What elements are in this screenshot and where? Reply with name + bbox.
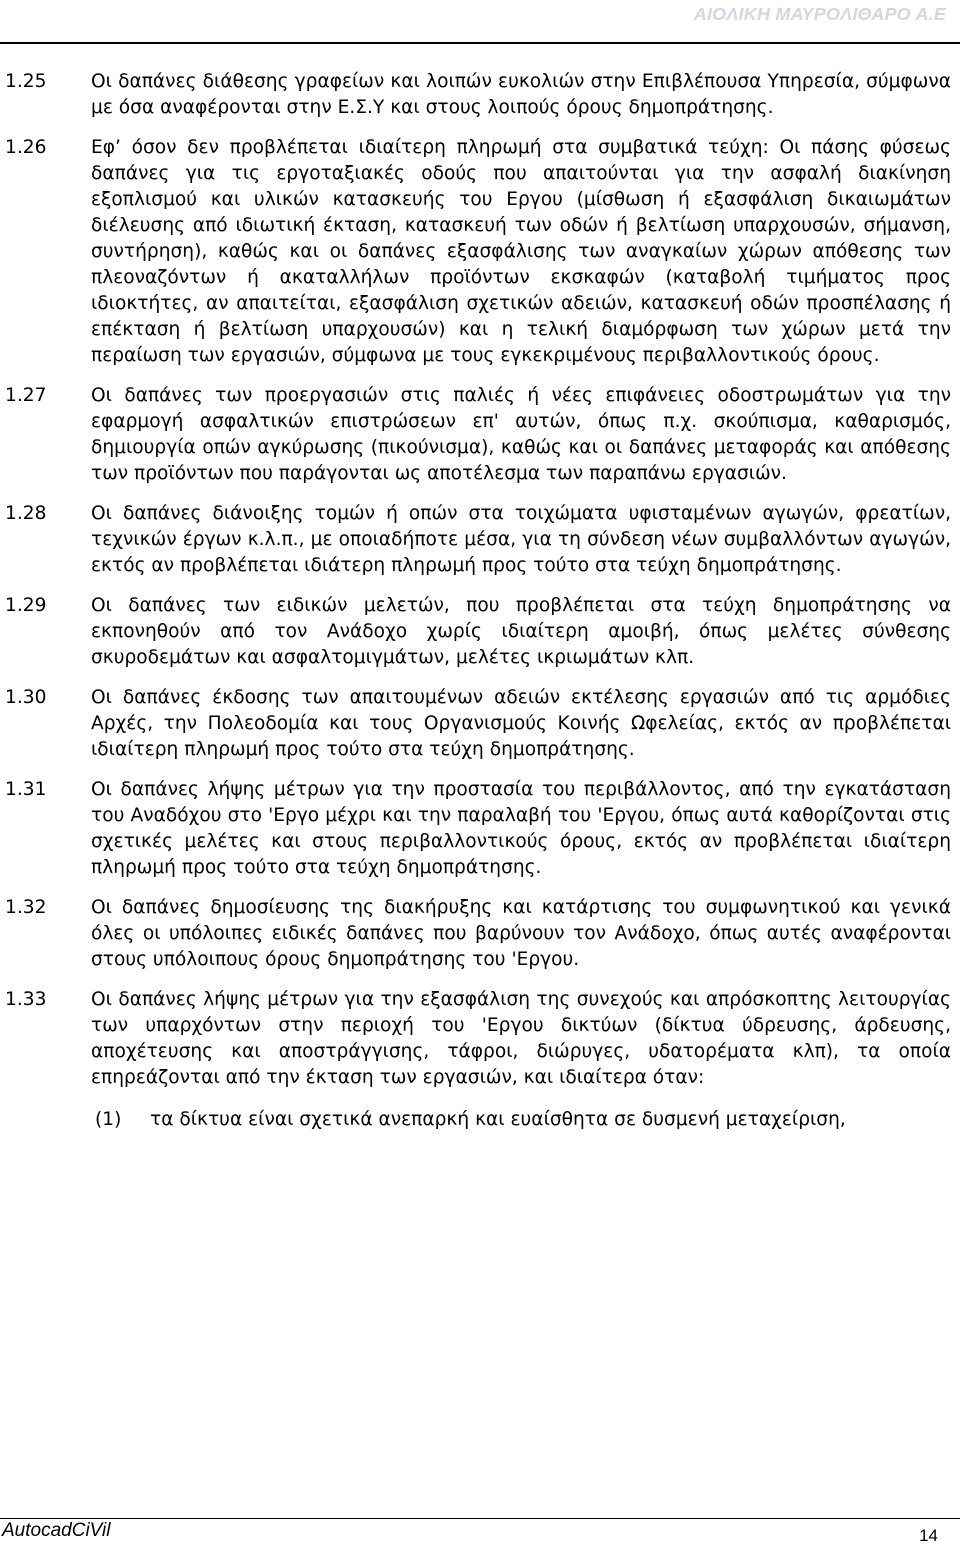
clause-number: 1.30 bbox=[5, 687, 47, 708]
footer-brand: AutocadCiVil bbox=[2, 1520, 111, 1541]
clause-1-31 bbox=[0, 777, 960, 881]
subclause-number: (1) bbox=[95, 1109, 122, 1130]
document-body bbox=[0, 69, 960, 1133]
clause-1-28 bbox=[0, 501, 960, 579]
clause-text: Οι δαπάνες λήψης μέτρων για την εξασφάλιση της συνεχούς και απρόσκοπτης λειτουργίας των υπαρχόντων στην περιοχή του 'Εργου δικτύων (δίκτυα ύδρευσης, άρδευσης, αποχέτευσης και αποστράγγισης, τάφροι, διώρυγες, υδατορέματα κλπ), τα οποία επηρεάζονται από την έκταση των εργασιών, και ιδιαίτερα όταν: bbox=[91, 989, 951, 1088]
header-company-name: ΑΙΟΛΙΚΗ ΜΑΥΡΟΛΙΘΑΡΟ Α.Ε bbox=[693, 4, 946, 24]
clause-number: 1.26 bbox=[5, 137, 47, 158]
clause-number: 1.28 bbox=[5, 503, 47, 524]
clause-number: 1.29 bbox=[5, 595, 47, 616]
clause-1-26 bbox=[0, 135, 960, 369]
clause-text: Οι δαπάνες των ειδικών μελετών, που προβλέπεται στα τεύχη δημοπράτησης να εκπονηθούν από τον Ανάδοχο χωρίς ιδιαίτερη αμοιβή, όπως μελέτες σύνθεσης σκυροδεμάτων και ασφαλτομιγμάτων, μελέτες ικριωμάτων κλπ. bbox=[91, 595, 951, 668]
clause-1-32 bbox=[0, 895, 960, 973]
page-number: 14 bbox=[919, 1526, 938, 1545]
clause-number: 1.25 bbox=[5, 71, 47, 92]
clause-text: Οι δαπάνες δημοσίευσης της διακήρυξης και κατάρτισης του συμφωνητικού και γενικά όλες οι υπόλοιπες ειδικές δαπάνες που βαρύνουν τον Ανάδοχο, όπως αυτές αναφέρονται στους υπόλοιπους όρους δημοπράτησης του 'Εργου. bbox=[91, 897, 951, 970]
clause-number: 1.32 bbox=[5, 897, 47, 918]
subclause-1 bbox=[0, 1107, 960, 1133]
clause-1-25 bbox=[0, 69, 960, 121]
clause-text: Οι δαπάνες λήψης μέτρων για την προστασία του περιβάλλοντος, από την εγκατάσταση του Αναδόχου στο 'Εργο μέχρι και την παραλαβή του 'Εργου, όπως αυτά καθορίζονται στις σχετικές μελέτες και στους περιβαλλοντικούς όρους, εκτός αν προβλέπεται ιδιαίτερη πληρωμή προς τούτο στα τεύχη δημοπράτησης. bbox=[91, 779, 951, 878]
clause-number: 1.31 bbox=[5, 779, 47, 800]
clause-text: Εφ’ όσον δεν προβλέπεται ιδιαίτερη πληρωμή στα συμβατικά τεύχη: Οι πάσης φύσεως δαπάνες για τις εργοταξιακές οδούς που απαιτούνται για την ασφαλή διακίνηση εξοπλισμού και υλικών κατασκευής του Εργου (μίσθωση ή εξασφάλιση δικαιωμάτων διέλευσης από ιδιωτική έκταση, κατασκευή των οδών ή βελτίωση υπαρχουσών, σήμανση, συντήρηση), καθώς και οι δαπάνες εξασφάλισης των αναγκαίων χώρων απόθεσης των πλεοναζόντων ή ακαταλλήλων προϊόντων εκσκαφών (καταβολή τιμήματος προς ιδιοκτήτες, αν απαιτείται, εξασφάλιση σχετικών αδειών, κατασκευή οδών προσπέλασης ή επέκταση ή βελτίωση υπαρχουσών) και η τελική διαμόρφωση των χώρων μετά την περαίωση των εργασιών, σύμφωνα με τους εγκεκριμένους περιβαλλοντικούς όρους. bbox=[91, 137, 951, 366]
clause-text: Οι δαπάνες διάθεσης γραφείων και λοιπών ευκολιών στην Επιβλέπουσα Υπηρεσία, σύμφωνα με όσα αναφέρονται στην Ε.Σ.Υ και στους λοιπούς όρους δημοπράτησης. bbox=[91, 71, 951, 118]
clause-text: Οι δαπάνες των προεργασιών στις παλιές ή νέες επιφάνειες οδοστρωμάτων για την εφαρμογή ασφαλτικών επιστρώσεων επ' αυτών, όπως π.χ. σκούπισμα, καθαρισμός, δημιουργία οπών αγκύρωσης (πικούνισμα), καθώς και οι δαπάνες μεταφοράς και απόθεσης των προϊόντων που παράγονται ως αποτέλεσμα των παραπάνω εργασιών. bbox=[91, 385, 951, 484]
clause-1-33 bbox=[0, 987, 960, 1091]
clause-1-27 bbox=[0, 383, 960, 487]
header-divider bbox=[0, 42, 960, 44]
footer-divider bbox=[0, 1518, 960, 1519]
clause-text: Οι δαπάνες διάνοιξης τομών ή οπών στα τοιχώματα υφισταμένων αγωγών, φρεατίων, τεχνικών έργων κ.λ.π., με οποιαδήποτε μέσα, για τη σύνδεση νέων συμβαλλόντων αγωγών, εκτός αν προβλέπεται ιδιάτερη πληρωμή προς τούτο στα τεύχη δημοπράτησης. bbox=[91, 503, 951, 576]
clause-1-29 bbox=[0, 593, 960, 671]
clause-text: Οι δαπάνες έκδοσης των απαιτουμένων αδειών εκτέλεσης εργασιών από τις αρμόδιες Αρχές, την Πολεοδομία και τους Οργανισμούς Κοινής Ωφελείας, εκτός αν προβλέπεται ιδιαίτερη πληρωμή προς τούτο στα τεύχη δημοπράτησης. bbox=[91, 687, 951, 760]
subclause-text: τα δίκτυα είναι σχετικά ανεπαρκή και ευαίσθητα σε δυσμενή μεταχείριση, bbox=[150, 1109, 846, 1130]
clause-number: 1.33 bbox=[5, 989, 47, 1010]
clause-1-30 bbox=[0, 685, 960, 763]
clause-number: 1.27 bbox=[5, 385, 47, 406]
